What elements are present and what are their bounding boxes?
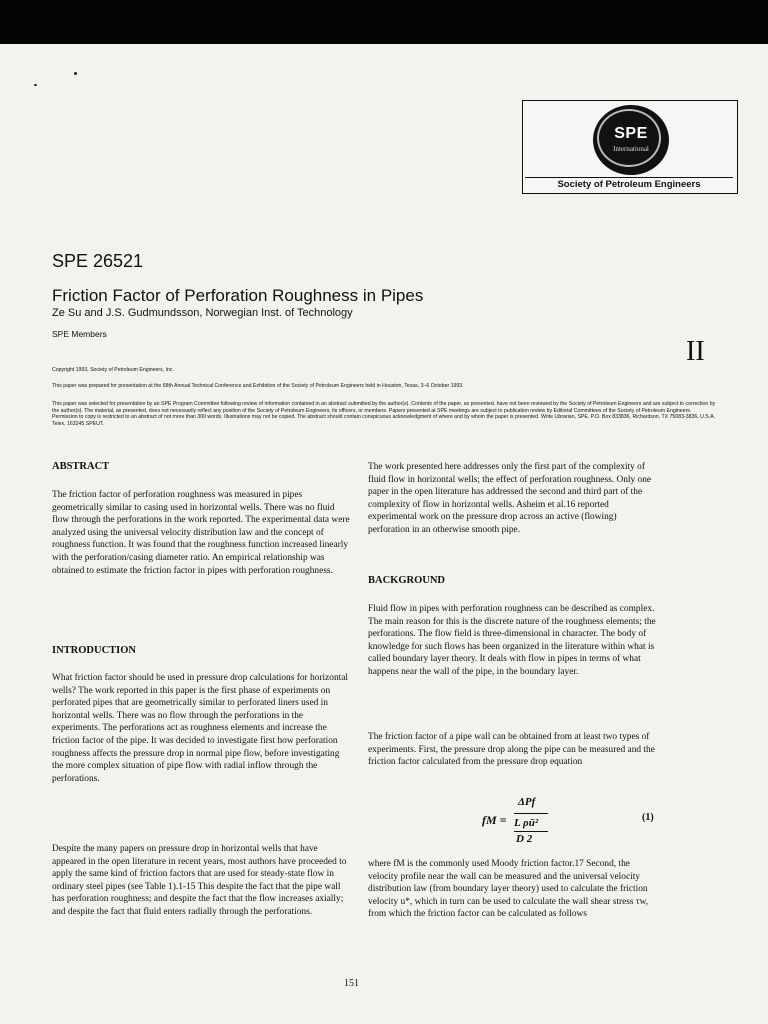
background-heading: BACKGROUND (368, 575, 446, 586)
abstract-text: The friction factor of perforation roughness was measured in pipes geometrically similar to casing used in horizontal wells. There was no fluid flow through the perforations in the work reported. The experimental data were analyzed using the universal velocity distribution law and the concept of roughness function. It was found that the roughness function increased linearly with the perforation/casing diameter ratio. An empirical relationship was obtained to estimate the friction factor in pipes with perforation roughness. (52, 490, 350, 576)
equation-lhs: fM = (482, 813, 507, 827)
paper-authors: Ze Su and J.S. Gudmundsson, Norwegian Inst. of Technology (52, 307, 353, 319)
spe-members: SPE Members (52, 329, 107, 339)
body-paragraph: Fluid flow in pipes with perforation roughness can be described as complex. The main reason for this is the discrete nature of the roughness elements; the perforations. The flow field is three-dimensional in character. The body of knowledge for such flows has been organized in the literature within what is called boundary layer theory. It deals with flow in pipes in terms of what happens near the wall of the pipe, in the boundary layer. (368, 604, 656, 677)
logo-subtext: International (613, 145, 649, 153)
society-name: Society of Petroleum Engineers (525, 177, 733, 192)
globe-icon (593, 105, 669, 175)
equation-1 (478, 796, 678, 852)
review-notice: This paper was selected for presentation by an SPE Program Committee following review of information contained in an abstract submitted by the author(s). Contents of the paper, as presented, have not been reviewed by the Society of Petroleum Engineers and are subject to correction by the author(s). The material, as presented, does not necessarily reflect any position of the Society of Petroleum Engineers, its officers, or members. Papers presented at SPE meetings are subject to publication review by Editorial Committees of the Society of Petroleum Engineers. Permission to copy is restricted to an abstract of not more than 300 words. Illustrations may not be copied. The abstract should contain conspicuous acknowledgment of where and by whom the paper is presented. Write Librarian, SPE, P.O. Box 833836, Richardson, TX 75083-3836, U.S.A. Telex, 163245 SPEUT. (52, 401, 716, 428)
logo-text: SPE (614, 125, 648, 142)
equation-inner-fraction: L ρū² (514, 817, 539, 829)
page-number: 151 (344, 978, 359, 989)
presentation-notice: This paper was prepared for presentation at the 68th Annual Technical Conference and Exhibition of the Society of Petroleum Engineers held in Houston, Texas, 3–6 October 1993. (52, 383, 464, 389)
scan-dark-border (0, 0, 768, 44)
body-paragraph: where fM is the commonly used Moody friction factor.17 Second, the velocity profile near the wall can be measured and the universal velocity distribution law (from boundary layer theory) used to calculate the friction velocity u*, which in turn can be used to calculate the wall shear stress τw, from which the friction factor can be calculated as follows (368, 859, 649, 920)
paper-title: Friction Factor of Perforation Roughness in Pipes (52, 286, 424, 305)
paper-number: SPE 26521 (52, 251, 144, 271)
introduction-heading: INTRODUCTION (52, 645, 137, 656)
scan-speck (74, 72, 77, 75)
equation-numerator: ΔPf (518, 796, 536, 808)
equation-denominator: D 2 (516, 833, 533, 845)
copyright-notice: Copyright 1993, Society of Petroleum Engineers, Inc. (52, 367, 174, 373)
spe-logo (522, 100, 738, 194)
introduction-paragraph: Despite the many papers on pressure drop in horizontal wells that have appeared in the open literature in recent years, most authors have proceeded to apply the same kind of friction factors that are used for steady-state flow in ordinary steel pipes (see Table 1).1-15 This despite the fact that the pipe wall has perforation roughness; and despite the fact that the flow increases axially; and despite the fact that fluid enters radially through the perforations. (52, 844, 347, 917)
equation-number: (1) (642, 812, 654, 823)
body-paragraph: The work presented here addresses only the first part of the complexity of fluid flow in horizontal wells; the effect of perforation roughness. Only one paper in the open literature has addressed the second and third part of the complexity of flow in horizontal wells. Asheim et al.16 reported experimental work on the pressure drop across an active (flowing) perforation in an otherwise smooth pipe. (368, 462, 652, 535)
section-mark: II (686, 336, 705, 367)
fraction-bar (514, 831, 548, 832)
fraction-bar (514, 813, 548, 814)
abstract-heading: ABSTRACT (52, 461, 110, 472)
body-paragraph: The friction factor of a pipe wall can be obtained from at least two types of experiments. First, the pressure drop along the pipe can be measured and the friction factor calculated from the pressure drop equation (368, 732, 655, 768)
scan-speck (34, 84, 37, 86)
introduction-paragraph: What friction factor should be used in pressure drop calculations for horizontal wells? The work reported in this paper is the first phase of experiments on perforated pipes that are geometrically similar to perforated liners used in horizontal wells. There was no flow through the perforations in the experiments. The perforations act as roughness elements and increase the friction factor of the pipe. It was decided to investigate first how perforation roughness affects the pressure drop in normal pipe flow, before investigating the more complex situation of pipe flow with radial inflow through the perforations. (52, 673, 348, 784)
